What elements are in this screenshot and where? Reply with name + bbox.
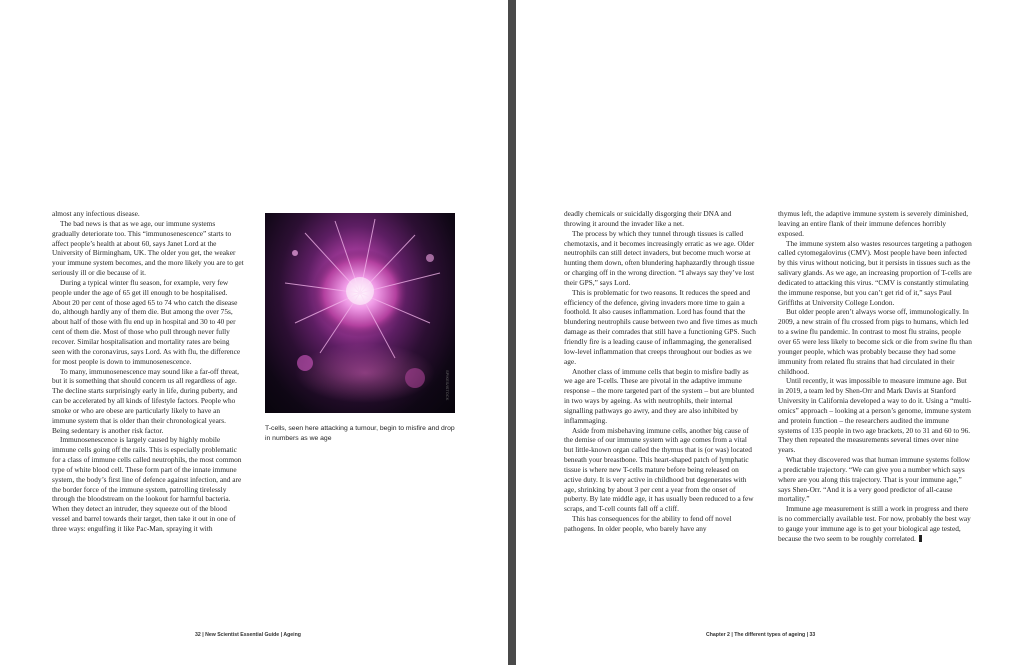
paragraph-last [778, 504, 973, 543]
paragraph: thymus left, the adaptive immune system is severely diminished, leaving an entire flank of their immune defences horribly exposed. [778, 209, 969, 238]
paragraph: The process by which they tunnel through tissues is called chemotaxis, and it becomes increasingly erratic as we age. Older neutrophils can still detect invaders, but become much worse at hunting them down, often blundering haphazardly through tissue or charging off in the wrong direction. “I always say they’ve lost their GPS,” says Lord. [564, 228, 755, 287]
t-cell-illustration [265, 213, 455, 413]
paragraph: deadly chemicals or suicidally disgorging their DNA and throwing it around the invader like a net. [564, 209, 732, 228]
right-page [516, 0, 1024, 665]
paragraph: This is problematic for two reasons. It reduces the speed and efficiency of the defence, giving invaders more time to gain a foothold. It also causes inflammation. Lord has found that the blundering neutrophils cause between two and five times as much damage as their comrades that still have a functioning GPS. Such friendly fire is a leading cause of inflammaging, the generalised low-level inflammation that creeps throughout our bodies as we age. [564, 287, 758, 366]
paragraph: But older people aren’t always worse off, immunologically. In 2009, a new strain of flu crossed from pigs to humans, which led to a swine flu pandemic. In contrast to most flu strains, people over 65 were less likely to become sick or die from swine flu than younger people, which was probably because they had some immunity from related flu strains that had circulated in their childhood. [778, 307, 972, 376]
paragraph: This has consequences for the ability to fend off novel pathogens. In older people, who barely have any [564, 514, 732, 533]
right-text-column-1 [564, 209, 758, 534]
photo-caption: T-cells, seen here attacking a tumour, begin to misfire and drop in numbers as we age [265, 425, 455, 442]
photo-credit: SPIKES/ISTOCK [445, 370, 450, 401]
paragraph: The immune system also wastes resources targeting a pathogen called cytomegalovirus (CMV). Most people have been infected by this virus without noticing, but it persists in tissues such as the salivary glands. As we age, an increasing proportion of T-cells are dedicated to attacking this virus. “CMV is constantly stimulating the immune response, but you can’t get rid of it,” says Paul Griffiths at University College London. [778, 238, 972, 307]
paragraph: almost any infectious disease. [52, 209, 140, 218]
left-text-column [52, 209, 244, 534]
left-page [0, 0, 508, 665]
paragraph: The bad news is that as we age, our immune systems gradually deteriorate too. This “immunosenescence” starts to affect people’s health at about 60, says Janet Lord at the University of Birmingham, UK. The older you get, the weaker your immune system becomes, and the more likely you are to get seriously ill or die because of it. [52, 218, 244, 278]
paragraph: To many, immunosenescence may sound like a far-off threat, but it is something that should concern us all regardless of age. The decline starts surprisingly early in life, during puberty, and can be accelerated by all kinds of lifestyle factors. People who smoke or who are obese are particularly likely to have an immune system that is older than their chronological years. Being sedentary is another risk factor. [52, 366, 239, 435]
paragraph-text: Immune age measurement is still a work in progress and there is no commercially available test. For now, probably the best way to gauge your immune age is to get your biological age tested, because the two seem to be roughly correlated. [778, 504, 971, 543]
end-mark-icon [919, 535, 922, 542]
page-footer: Chapter 2 | The different types of ageing | 33 [706, 632, 816, 638]
page-footer: 32 | New Scientist Essential Guide | Ageing [195, 632, 301, 638]
t-cell-photo [265, 213, 455, 413]
paragraph: During a typical winter flu season, for example, very few people under the age of 65 get ill enough to be hospitalised. About 20 per cent of those aged 65 to 74 who catch the disease do, although hardly any of them die. But among the over 75s, about half of those with flu end up in hospital and 30 to 40 per cent of them die. Most of those who pull through never fully recover. Similar hospitalisation and mortality rates are being seen with the coronavirus, says Lord. As with flu, the difference for most people is down to immunosenescence. [52, 277, 241, 366]
paragraph: Until recently, it was impossible to measure immune age. But in 2019, a team led by Shen-Orr and Mark Davis at Stanford University in California developed a way to do it. Using a “multi-omics” approach – looking at a person’s genome, immune system and protein function – the researchers audited the immune systems of 135 people in two age brackets, 20 to 31 and 60 to 96. They then repeated the measurements several times over nine years. [778, 376, 972, 455]
right-text-column-2 [778, 209, 973, 544]
page-gutter [508, 0, 516, 665]
paragraph: Immunosenescence is largely caused by highly mobile immune cells going off the rails. This is especially problematic for a class of immune cells called neutrophils, the most common type of white blood cell. These form part of the innate immune system, the body’s first line of defence against infection, and are the border force of the immune system, patrolling tirelessly through the bloodstream on the lookout for harmful bacteria. When they detect an intruder, they squeeze out of the blood vessel and barrel towards their target, then take it out in one of three ways: engulfing it like Pac-Man, spraying it with [52, 435, 242, 533]
paragraph: Aside from misbehaving immune cells, another big cause of the demise of our immune system with age comes from a vital but little-known organ called the thymus that is (or was) located beneath your breastbone. This heart-shaped patch of lymphatic tissue is where new T-cells mature before being released on active duty. It is very active in childhood but degenerates with age, shrinking by about 3 per cent a year from the onset of puberty. By late middle age, it has usually been reduced to a few scraps, and T-cell counts fall off a cliff. [564, 425, 754, 514]
paragraph: What they discovered was that human immune systems follow a predictable trajectory. “We can give you a number which says where are you along this trajectory. That is your immune age,” says Shen-Orr. “And it is a very good predictor of all-cause mortality.” [778, 455, 970, 504]
paragraph: Another class of immune cells that begin to misfire badly as we age are T-cells. These are pivotal in the adaptive immune response – the more targeted part of the system – but are blunted in two ways by ageing. As with neutrophils, their internal signalling pathways go awry, and they are also inhibited by inflammaging. [564, 366, 754, 425]
